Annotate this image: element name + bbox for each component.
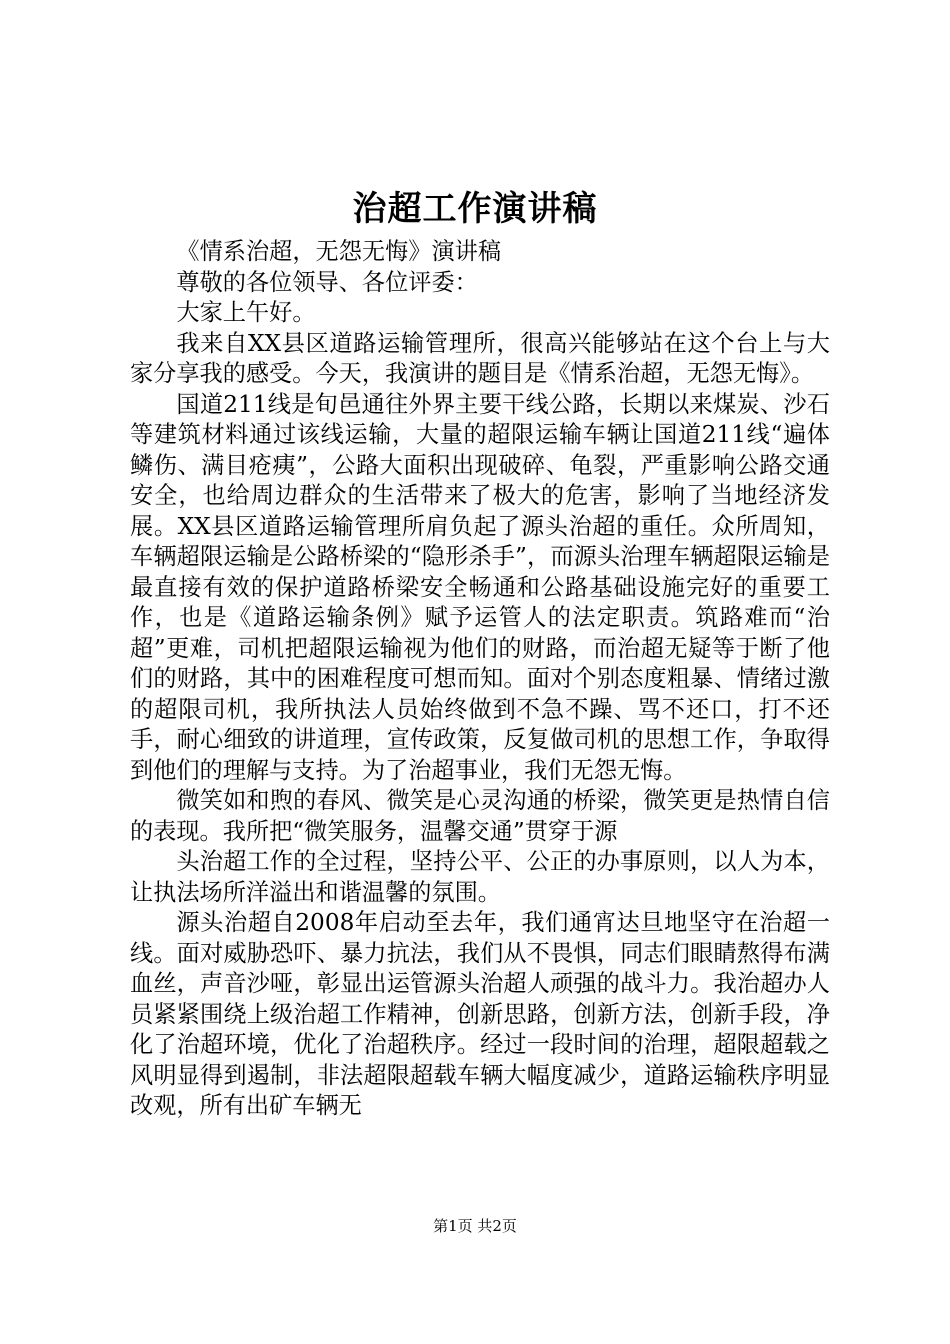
paragraph-subtitle: 《情系治超，无怨无悔》演讲稿 xyxy=(176,238,502,265)
paragraph-salutation: 尊敬的各位领导、各位评委： xyxy=(176,268,478,296)
paragraph-body: 头治超工作的全过程，坚持公平、公正的办事原则，以人为本，让执法场所洋溢出和谐温馨的氛围。 xyxy=(130,848,830,906)
paragraph-greeting: 大家上午好。 xyxy=(176,299,316,326)
document-title: 治超工作演讲稿 xyxy=(352,189,598,229)
paragraph-body: 微笑如和煦的春风、微笑是心灵沟通的桥梁，微笑更是热情自信的表现。我所把“微笑服务，温馨交通”贯穿于源 xyxy=(130,787,830,845)
page-number-footer: 第1页 共2页 xyxy=(433,1217,517,1235)
paragraph-body: 源头治超自2008年启动至去年，我们通宵达旦地坚守在治超一线。面对威胁恐吓、暴力抗法，我们从不畏惧，同志们眼睛熬得布满血丝，声音沙哑，彰显出运管源头治超人顽强的战斗力。我治超办人员紧紧围绕上级治超工作精神，创新思路，创新方法，创新手段，净化了治超环境，优化了治超秩序。经过一段时间的治理，超限超载之风明显得到遏制，非法超限超载车辆大幅度减少，道路运输秩序明显改观，所有出矿车辆无 xyxy=(130,909,830,1119)
paragraph-introduction: 我来自XX县区道路运输管理所，很高兴能够站在这个台上与大家分享我的感受。今天，我演讲的题目是《情系治超，无怨无悔》。 xyxy=(130,329,830,387)
paragraph-body: 国道211线是旬邑通往外界主要干线公路，长期以来煤炭、沙石等建筑材料通过该线运输，大量的超限运输车辆让国道211线“遍体鳞伤、满目疮痍”，公路大面积出现破碎、龟裂，严重影响公路交通安全，也给周边群众的生活带来了极大的危害，影响了当地经济发展。XX县区道路运输管理所肩负起了源头治超的重任。众所周知，车辆超限运输是公路桥梁的“隐形杀手”，而源头治理车辆超限运输是最直接有效的保护道路桥梁安全畅通和公路基础设施完好的重要工作，也是《道路运输条例》赋予运管人的法定职责。筑路难而“治超”更难，司机把超限运输视为他们的财路，而治超无疑等于断了他们的财路，其中的困难程度可想而知。面对个别态度粗暴、情绪过激的超限司机，我所执法人员始终做到不急不躁、骂不还口，打不还手，耐心细致的讲道理，宣传政策，反复做司机的思想工作，争取得到他们的理解与支持。为了治超事业，我们无怨无悔。 xyxy=(130,390,830,784)
document-body xyxy=(130,237,830,1122)
